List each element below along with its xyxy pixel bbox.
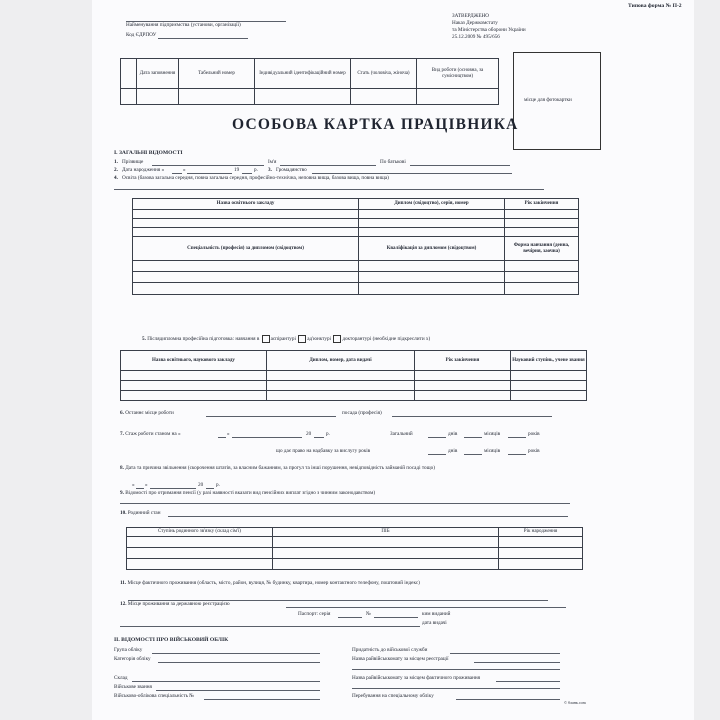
fitness-label: Придатність до військової служби [352, 647, 428, 653]
pg-col-year: Рік закінчення [415, 351, 511, 371]
commissariat-registration-line-2[interactable] [352, 669, 560, 670]
field-6-row [120, 410, 174, 416]
name-line[interactable] [280, 165, 376, 166]
field-7-row [120, 431, 181, 437]
position-line[interactable] [392, 416, 552, 417]
total-days-line[interactable] [428, 437, 446, 438]
field-9-row [120, 490, 375, 496]
exp-year-prefix: 20 [306, 431, 312, 437]
header-cell-id-number: Індивідуальний ідентифікаційний номер [255, 59, 351, 89]
registration-category-line[interactable] [158, 662, 320, 663]
page-title: ОСОБОВА КАРТКА ПРАЦІВНИКА [232, 116, 519, 133]
family-status-line[interactable] [168, 516, 568, 517]
passport-number-line[interactable] [374, 617, 418, 618]
field-3-number: 3. [268, 167, 272, 173]
birth-year-suffix: р. [254, 167, 258, 173]
field-11-row [120, 580, 420, 586]
field-10-number: 10. [120, 510, 127, 516]
header-cell-tab-number: Табельний номер [179, 59, 255, 89]
military-specialty-label: Військово-облікова спеціальність № [114, 693, 195, 699]
exp-day-line[interactable] [218, 437, 226, 438]
field-1-number: 1. [114, 159, 118, 165]
doktorantura-checkbox[interactable] [333, 335, 341, 343]
actual-address-label: Місце фактичного проживання (область, місто, район, вулиця, № будинку, квартира, номер контактного телефону, поштовий індекс) [127, 580, 420, 586]
exp-year-line[interactable] [314, 437, 324, 438]
field-10-row [120, 510, 161, 516]
field-6-number: 6. [120, 410, 124, 416]
header-cell-work-type: Вид роботи (основна, за сумісництвом) [417, 59, 499, 89]
header-corner-cell [121, 59, 137, 89]
dismissal-year-suffix: р. [216, 482, 220, 488]
bonus-months-label: місяців [484, 448, 501, 454]
commissariat-residence-line[interactable] [496, 681, 560, 682]
position-label: посада (професія) [342, 410, 382, 416]
postgraduate-label: Післядипломна професійна підготовка: навчання в [147, 336, 260, 343]
postgraduate-table [120, 350, 587, 401]
birth-day-line[interactable] [172, 173, 182, 174]
bonus-days-line[interactable] [428, 454, 446, 455]
edu-col-qualification: Кваліфікація за дипломом (свідоцтвом) [359, 237, 505, 261]
dismissal-day-line[interactable] [136, 488, 144, 489]
passport-series-line[interactable] [338, 617, 362, 618]
bonus-days-label: днів [448, 448, 458, 454]
aspirantura-checkbox[interactable] [262, 335, 270, 343]
bonus-experience-label: що дає право на надбавку за вислугу років [276, 448, 371, 454]
special-registration-line[interactable] [456, 699, 560, 700]
edu-col-specialty: Спеціальність (професія) за дипломом (свідоцтвом) [133, 237, 359, 261]
field-4-number: 4. [114, 175, 118, 181]
pension-label: Відомості про отримання пенсії (у разі наявності вказати вид пенсійних виплат згідно з чинним законодавством) [125, 490, 376, 496]
military-rank-line[interactable] [156, 690, 320, 691]
header-table [120, 58, 499, 105]
doktorantura-label: докторантурі (необхідне підкреслити х) [342, 336, 431, 343]
postgraduate-row [142, 335, 430, 343]
aspirantura-label: аспірантурі [270, 336, 296, 343]
surname-label: Прізвище [122, 159, 144, 165]
citizenship-label: Громадянство [276, 167, 307, 173]
commissariat-residence-label: Назва райвійськкомату за місцем фактичного проживання [352, 675, 481, 681]
field-8-row [120, 465, 435, 471]
citizenship-line[interactable] [312, 173, 512, 174]
dismissal-quote-open: « [132, 482, 135, 488]
dismissal-year-prefix: 20 [198, 482, 204, 488]
exp-quote-close: » [227, 431, 230, 437]
adjunktura-label: ад'юнктурі [307, 336, 332, 343]
surname-line[interactable] [152, 165, 264, 166]
education-line[interactable] [114, 189, 544, 190]
days-label: днів [448, 431, 458, 437]
composition-line[interactable] [132, 681, 320, 682]
total-years-line[interactable] [508, 437, 526, 438]
field-12-number: 12. [120, 601, 127, 607]
dismissal-year-line[interactable] [206, 488, 214, 489]
name-label: Ім'я [268, 159, 277, 165]
birthdate-label: Дата народження « [122, 167, 165, 173]
bonus-years-label: років [528, 448, 540, 454]
passport-series-label: Паспорт: серія [298, 611, 331, 617]
years-label: років [528, 431, 540, 437]
org-label: Найменування підприємства (установи, організації) [126, 22, 241, 28]
military-specialty-line[interactable] [204, 699, 320, 700]
composition-label: Склад [114, 675, 128, 681]
field-5-number: 5. [142, 336, 146, 343]
edrpou-label: Код ЄДРПОУ [126, 32, 157, 38]
header-cell-date: Дата заповнення [137, 59, 179, 89]
adjunktura-checkbox[interactable] [298, 335, 306, 343]
exp-month-line[interactable] [232, 437, 302, 438]
footer-mark: © бланк.com [564, 700, 586, 705]
birth-year-line[interactable] [242, 173, 252, 174]
photo-box[interactable] [513, 52, 601, 150]
last-job-line[interactable] [206, 416, 336, 417]
patronymic-line[interactable] [410, 165, 510, 166]
approved-line-1: Наказ Держкомстату [452, 20, 498, 26]
bonus-years-line[interactable] [508, 454, 526, 455]
registration-group-label: Група обліку [114, 647, 143, 653]
pg-col-institution: Назва освітнього, наукового закладу [121, 351, 267, 371]
passport-issuer-line[interactable] [120, 626, 420, 627]
registered-address-label: Місце проживання за державною реєстрацією [127, 601, 230, 607]
dismissal-month-line[interactable] [150, 488, 196, 489]
dismissal-label: Дата та причина звільнення (скорочення штатів, за власним бажанням, за прогул та інші порушення, невідповідність займаній посаді тощо) [125, 465, 435, 471]
approved-line-2: та Міністерства оборони України [452, 27, 526, 33]
commissariat-registration-label: Назва райвійськкомату за місцем реєстрації [352, 656, 449, 662]
bonus-months-line[interactable] [464, 454, 482, 455]
family-table [126, 527, 583, 570]
commissariat-residence-line-2[interactable] [352, 688, 560, 689]
patronymic-label: По батькові [380, 159, 406, 165]
family-col-birth-year: Рік народження [499, 528, 583, 537]
passport-date-label: дата видачі [422, 620, 447, 626]
birth-quote-close: » [183, 167, 186, 173]
section-1-title: І. ЗАГАЛЬНІ ВІДОМОСТІ [114, 150, 183, 156]
edu-col-institution: Назва освітнього закладу [133, 199, 359, 210]
approved-line-3: 25.12.2009 № 495/656 [452, 34, 500, 40]
dismissal-quote-close: » [145, 482, 148, 488]
pg-col-diploma: Диплом, номер, дата видачі [267, 351, 415, 371]
field-11-number: 11. [120, 580, 127, 586]
section-2-title: ІІ. ВІДОМОСТІ ПРО ВІЙСЬКОВИЙ ОБЛІК [114, 637, 229, 643]
fitness-line[interactable] [450, 653, 560, 654]
passport-issuer-label: ким виданий [422, 611, 451, 617]
pg-col-degree: Науковий ступінь, учене звання [511, 351, 587, 371]
experience-label: Стаж роботи станом на « [125, 431, 181, 437]
photo-label: місце для фотокартки [524, 97, 572, 103]
field-12-row [120, 601, 230, 607]
family-col-relation: Ступінь родинного зв'язку (склад сім'ї) [127, 528, 273, 537]
last-job-label: Останнє місце роботи [125, 410, 174, 416]
exp-year-suffix: р. [326, 431, 330, 437]
military-rank-label: Військове звання [114, 684, 152, 690]
special-registration-label: Перебування на спеціальному обліку [352, 693, 434, 699]
field-2-number: 2. [114, 167, 118, 173]
education-label: Освіта (базова загальна середня, повна загальна середня, професійно-технічна, неповна вища, базова вища, повна вища) [122, 175, 389, 181]
approved-title: ЗАТВЕРДЖЕНО [452, 13, 490, 19]
commissariat-registration-line[interactable] [474, 662, 560, 663]
edu-col-diploma: Диплом (свідоцтво), серія, номер [359, 199, 505, 210]
pension-line[interactable] [120, 503, 570, 504]
field-7-number: 7. [120, 431, 124, 437]
total-months-line[interactable] [464, 437, 482, 438]
family-col-name: ПІБ [273, 528, 499, 537]
registration-category-label: Категорія обліку [114, 656, 151, 662]
header-cell-sex: Стать (чоловіча, жіноча) [351, 59, 417, 89]
education-table [132, 198, 579, 295]
birth-year-prefix: 19 [234, 167, 240, 173]
registration-group-line[interactable] [152, 653, 320, 654]
family-status-label: Родинний стан [127, 510, 161, 516]
edu-col-study-form: Форма навчання (денна, вечірня, заочна) [505, 237, 579, 261]
form-sheet [92, 0, 694, 720]
registered-address-line[interactable] [286, 607, 566, 608]
birth-month-line[interactable] [187, 173, 232, 174]
passport-number-label: № [366, 611, 371, 617]
edrpou-line[interactable] [158, 38, 248, 39]
field-9-number: 9. [120, 490, 124, 496]
edu-col-year: Рік закінчення [505, 199, 579, 210]
field-8-number: 8. [120, 465, 124, 471]
months-label: місяців [484, 431, 501, 437]
form-number: Типова форма № П-2 [628, 3, 682, 9]
total-label: Загальний [390, 431, 413, 437]
